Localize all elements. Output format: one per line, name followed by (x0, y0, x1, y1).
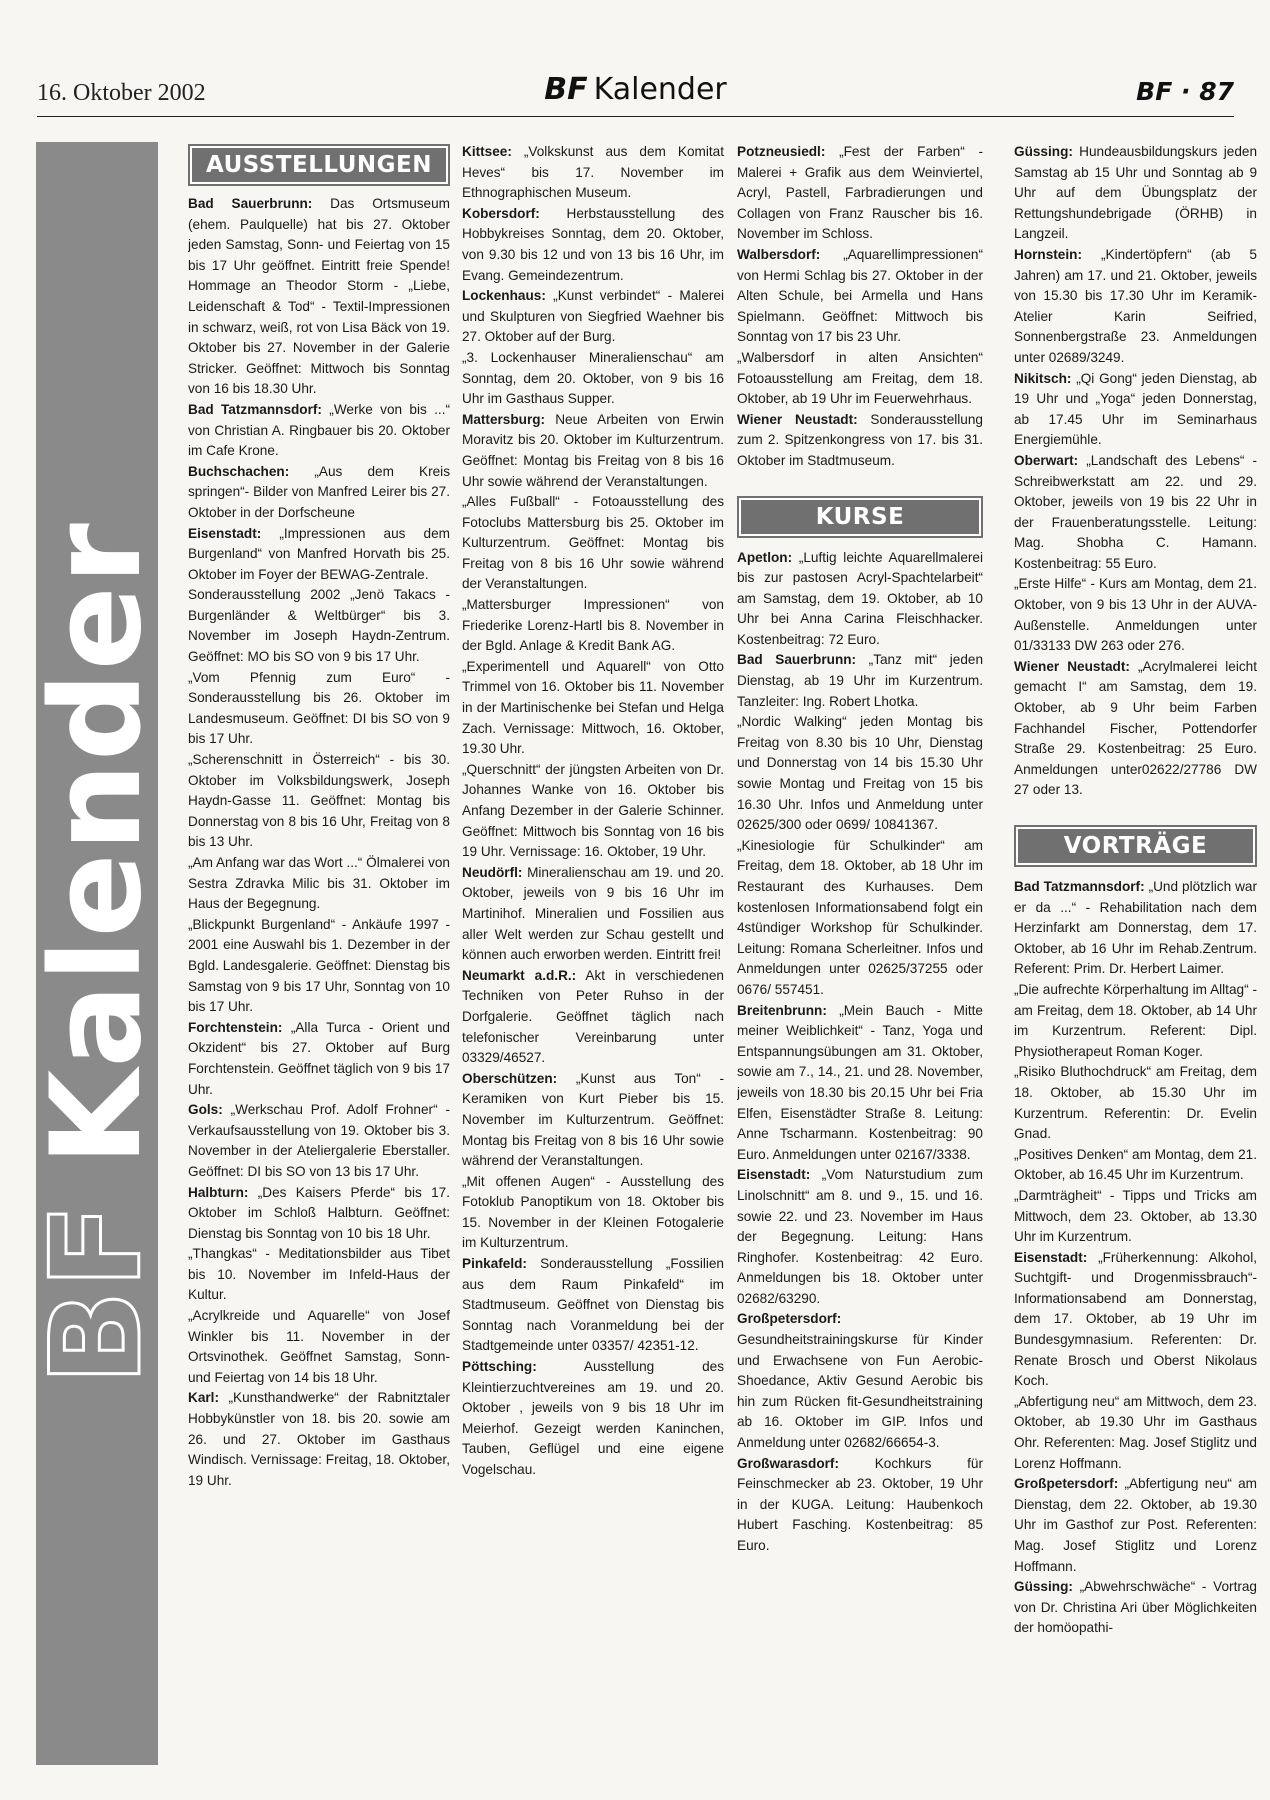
listing-entry (188, 1183, 450, 1245)
listing-entry (188, 462, 450, 524)
listing-entry (1014, 245, 1257, 369)
listing-entry (1014, 980, 1257, 1062)
listing-entry (462, 286, 724, 348)
page-number-bf: BF (1136, 77, 1173, 106)
listing-text: „Kunsthandwerke“ der Rabnitztaler Hobbykünstler von 18. bis 20. sowie am 26. und 27. Oktober im Gasthaus Windisch. Vernissage: Freitag, 18. Oktober, 19 Uhr. (188, 1390, 450, 1488)
listing-entry (188, 853, 450, 915)
listing-text: Mineralienschau am 19. und 20. Oktober, jeweils von 9 bis 16 Uhr im Martinihof. Mineralien und Fossilien aus aller Welt werden zur Schau gestellt und können auch erworben werden. Eintritt frei! (462, 864, 724, 963)
listing-place: Breitenbrunn: (737, 1002, 827, 1018)
listing-entry (1014, 1145, 1257, 1186)
listing-entry (462, 1254, 724, 1357)
column-4 (1014, 142, 1257, 1772)
listing-text: „Mein Bauch - Mitte meiner Weiblichkeit“ - Tanz, Yoga und Entspannungsübungen am 31. Oktober, sowie am 7., 14., 21. und 28. November, jeweils von 18.30 bis 20.15 Uhr bei Fria Elfen, Eisenstädter Straße 8. Leitung: Anne Tscharmann. Kostenbeitrag: 90 Euro. Anmeldungen unter 02167/3338. (737, 1002, 983, 1162)
listing-text: Das Ortsmuseum (ehem. Paulquelle) hat bis 27. Oktober jeden Samstag, Sonn- und Feiertag von 15 bis 17 Uhr geöffnet. Eintritt freie Spende! Hommage an Theodor Storm - „Liebe, Leidenschaft & Tod“ - Textil-Impressionen in schwarz, weiß, rot von Lisa Bäck von 19. Oktober bis 27. November in der Galerie Stricker. Geöffnet: Mittwoch bis Sonntag von 16 bis 18.30 Uhr. (188, 196, 450, 397)
listing-text: „Kindertöpfern“ (ab 5 Jahren) am 17. und 21. Oktober, jeweils von 15.30 bis 17.30 Uhr im Keramik-Atelier Karin Seifried, Sonnenbergstraße 23. Anmeldungen unter 02689/3249. (1014, 246, 1257, 365)
listing-text: „Erste Hilfe“ - Kurs am Montag, dem 21. Oktober, von 9 bis 13 Uhr in der AUVA-Außenstelle. Anmeldungen unter 01/33133 DW 263 oder 276. (1014, 576, 1257, 654)
listing-place: Großpetersdorf: (1014, 1476, 1119, 1492)
listing-place: Neudörfl: (462, 864, 523, 880)
section-header-ausstellungen: AUSSTELLUNGEN (188, 144, 450, 186)
listing-place: Potzneusiedl: (737, 144, 826, 159)
listing-entry (1014, 1186, 1257, 1248)
listing-entry (737, 548, 983, 651)
listing-entry (462, 204, 724, 286)
listing-text: „Kinesiologie für Schulkinder“ am Freitag, dem 18. Oktober, ab 18 Uhr im Restaurant des Kurhauses. Dem kostenlosen Informationsabend folgt ein 4stündiger Workshop für Schulkinder. Leitung: Romana Scherleitner. Infos und Anmeldungen unter 02625/37255 oder 0676/ 557451. (737, 837, 983, 997)
listing-entry (188, 1100, 450, 1182)
listing-text: „Abwehrschwäche“ - Vortrag von Dr. Christina Ari über Möglichkeiten der homöopathi- (1014, 1579, 1257, 1636)
listing-place: Kobersdorf: (462, 205, 540, 221)
listing-place: Oberschützen: (462, 1070, 558, 1086)
entry-list (737, 548, 983, 1557)
listing-text: „Früherkennung: Alkohol, Suchtgift- und Drogenmissbrauch“- Informationsabend am Donnerstag, dem 17. Oktober, ab 19 Uhr im Bundesgymnasium. Referenten: Dr. Renate Brosch und Oberst Nikolaus Koch. (1014, 1249, 1257, 1389)
listing-entry (188, 1388, 450, 1491)
listing-place: Bad Sauerbrunn: (737, 652, 857, 668)
listing-entry (462, 760, 724, 863)
listing-entry (462, 348, 724, 410)
listing-entry (188, 1244, 450, 1306)
listing-text: „Alla Turca - Orient und Okzident“ bis 27. Oktober auf Burg Forchtenstein. Geöffnet täglich von 9 bis 17 Uhr. (188, 1019, 450, 1097)
listing-place: Nikitsch: (1014, 370, 1072, 386)
listing-text: Gesundheitstrainingskurse für Kinder und Erwachsene von Fun Aerobic-Shoedance, Aktiv Gesund Aerobic bis hin zum Rücken fit-Gesundheitstraining ab 16. Oktober im GIP. Infos und Anmeldung unter 02682/66654-3. (737, 1332, 983, 1451)
listing-entry (462, 492, 724, 595)
listing-text: „Risiko Bluthochdruck“ am Freitag, dem 18. Oktober, ab 15.30 Uhr im Kurzentrum. Referentin: Dr. Evelin Gnad. (1014, 1064, 1257, 1142)
listing-place: Bad Tatzmannsdorf: (188, 401, 322, 417)
listing-entry (462, 1357, 724, 1481)
listing-entry (462, 595, 724, 657)
listing-text: „Nordic Walking“ jeden Montag bis Freitag von 8.30 bis 10 Uhr, Dienstag und Donnerstag von 14 bis 15.30 Uhr sowie Montag und Freitag von 15 bis 16.30 Uhr. Infos und Anmeldung unter 02625/300 oder 0699/ 10841367. (737, 714, 983, 833)
listing-entry (1014, 1248, 1257, 1392)
listing-text: „Fest der Farben“ - Malerei + Grafik aus dem Weinviertel, Acryl, Pastell, Farbradierungen und Collagen von Franz Rauscher bis 16. November im Schloss. (737, 144, 983, 242)
page-title-word: Kalender (593, 72, 727, 107)
listing-text: „Abfertigung neu“ am Mittwoch, dem 23. Oktober, ab 19.30 Uhr im Gasthaus Ohr. Referenten: Mag. Josef Stiglitz und Lorenz Hoffmann. (1014, 1393, 1257, 1471)
listing-entry (462, 410, 724, 492)
listing-place: Walbersdorf: (737, 246, 821, 262)
listing-entry (1014, 1474, 1257, 1577)
issue-date: 16. Oktober 2002 (37, 80, 206, 106)
listing-place: Großpetersdorf: (737, 1311, 842, 1327)
listing-place: Bad Sauerbrunn: (188, 196, 313, 211)
listing-text: „Mattersburger Impressionen“ von Friederike Lorenz-Hartl bis 8. November in der Bgld. Anlage & Kredit Bank AG. (462, 597, 724, 654)
listing-text: „Alles Fußball“ - Fotoausstellung des Fotoclubs Mattersburg bis 25. Oktober im Kulturzentrum. Geöffnet: Montag bis Freitag von 8 bis 16 Uhr sowie während der Veranstaltungen. (462, 494, 724, 592)
listing-place: Kittsee: (462, 144, 512, 159)
listing-entry (737, 712, 983, 836)
listing-entry (462, 142, 724, 204)
column-3 (737, 142, 983, 1772)
column-1 (188, 142, 450, 1772)
listing-entry (188, 750, 450, 853)
listing-place: Lockenhaus: (462, 288, 546, 304)
listing-entry (188, 585, 450, 667)
listing-entry (188, 915, 450, 1018)
listing-place: Neumarkt a.d.R.: (462, 967, 577, 983)
entry-list (462, 142, 724, 1481)
listing-entry (737, 245, 983, 348)
listing-entry (1014, 1577, 1257, 1639)
listing-entry (1014, 877, 1257, 980)
listing-entry (1014, 1392, 1257, 1474)
listing-text: Hundeausbildungskurs jeden Samstag ab 15 Uhr und Sonntag ab 9 Uhr auf dem Übungsplatz der Rettungshundebrigade (ÖRHB) in Langzeil. (1014, 144, 1257, 242)
listing-text: Sonderausstellung 2002 „Jenö Takacs - Burgenländer & Weltbürger“ bis 3. November im Joseph Haydn-Zentrum. Geöffnet: MO bis SO von 9 bis 17 Uhr. (188, 587, 450, 665)
page-number-value: 87 (1199, 77, 1234, 106)
sidebar-banner-text (25, 521, 169, 1385)
entry-list (1014, 142, 1257, 801)
listing-text: „Werke von bis ...“ von Christian A. Ringbauer bis 20. Oktober im Cafe Krone. (188, 401, 450, 459)
sidebar-word: Kalender (25, 521, 169, 1166)
listing-text: „Und plötzlich war er da ...“ - Rehabilitation nach dem Herzinfarkt am Donnerstag, dem 17. Oktober, ab 16 Uhr im Rehab.Zentrum. Referent: Prim. Dr. Herbert Laimer. (1014, 879, 1257, 977)
listing-entry (462, 1172, 724, 1254)
listing-place: Eisenstadt: (188, 525, 262, 541)
listing-place: Gols: (188, 1102, 223, 1118)
listing-place: Hornstein: (1014, 246, 1082, 262)
listing-entry (737, 1001, 983, 1166)
listing-text: Ausstellung des Kleintierzuchtvereines am 19. und 20. Oktober , jeweils von 9 bis 18 Uhr im Meierhof. Gezeigt werden Kaninchen, Tauben, Geflügel und eine eigene Vogelschau. (462, 1359, 724, 1477)
listing-text: Kochkurs für Feinschmecker ab 23. Oktober, 19 Uhr in der KUGA. Leitung: Haubenkoch Hubert Fasching. Kostenbeitrag: 85 Euro. (737, 1455, 983, 1553)
listing-place: Karl: (188, 1390, 219, 1406)
listing-text: „Walbersdorf in alten Ansichten“ Fotoausstellung am Freitag, dem 18. Oktober, ab 19 Uhr im Feuerwehrhaus. (737, 349, 983, 407)
page-header (37, 72, 1234, 117)
listing-text: „Die aufrechte Körperhaltung im Alltag“ - am Freitag, dem 18. Oktober, ab 14 Uhr im Kurzentrum. Referent: Dipl. Physiotherapeut Roman Koger. (1014, 981, 1257, 1059)
section-header-kurse: KURSE (737, 496, 983, 538)
listing-text: „Mit offenen Augen“ - Ausstellung des Fotoklub Panoptikum von 18. Oktober bis 15. November in der Kleinen Fotogalerie im Kulturzentrum. (462, 1173, 724, 1251)
listing-entry (737, 1309, 983, 1453)
listing-entry (1014, 574, 1257, 656)
listing-entry (1014, 369, 1257, 451)
listing-text: „Scherenschnitt in Österreich“ - bis 30. Oktober im Volksbildungswerk, Joseph Haydn-Gasse 11. Geöffnet: Montag bis Donnerstag von 8 bis 16 Uhr, Freitag von 8 bis 13 Uhr. (188, 752, 450, 850)
listing-place: Eisenstadt: (737, 1167, 811, 1183)
listing-text: Herbstausstellung des Hobbykreises Sonntag, dem 20. Oktober, von 9.30 bis 12 und von 13 bis 16 Uhr, im Evang. Gemeindezentrum. (462, 205, 724, 283)
listing-entry (737, 650, 983, 712)
sidebar-banner (25, 142, 169, 1765)
listing-text: „Abfertigung neu“ am Dienstag, dem 22. Oktober, ab 19.30 Uhr im Gasthof zur Post. Referenten: Mag. Josef Stiglitz und Lorenz Hoffmann. (1014, 1476, 1257, 1574)
listing-entry (1014, 1062, 1257, 1144)
listing-place: Buchschachen: (188, 463, 290, 479)
listing-text: „Experimentell und Aquarell“ von Otto Trimmel von 16. Oktober bis 11. November in der Martinischenke bei Stefan und Helga Zach. Vernissage: Mittwoch, 16. Oktober, 19.30 Uhr. (462, 658, 724, 757)
listing-text: „Acrylkreide und Aquarelle“ von Josef Winkler bis 11. November in der Ortsvinothek. Geöffnet Samstag, Sonn- und Feiertag von 14 bis 18 Uhr. (188, 1308, 450, 1385)
listing-entry (737, 410, 983, 472)
listing-place: Bad Tatzmannsdorf: (1014, 879, 1145, 894)
listing-place: Mattersburg: (462, 411, 546, 427)
listing-place: Eisenstadt: (1014, 1249, 1088, 1265)
listing-text: „Kunst aus Ton“ - Keramiken von Kurt Pieber bis 15. November im Kulturzentrum. Geöffnet: Montag bis Freitag von 8 bis 16 Uhr sowie während der Veranstaltungen. (462, 1070, 724, 1169)
listing-entry (462, 657, 724, 760)
listing-place: Pöttsching: (462, 1359, 537, 1375)
sidebar-bf: BF (25, 1201, 169, 1385)
listing-text: „Werkschau Prof. Adolf Frohner“ - Verkaufsausstellung von 19. Oktober bis 3. November in der Ateliergalerie Eberstaller. Geöffnet: DI bis SO von 13 bis 17 Uhr. (188, 1102, 450, 1179)
listing-text: „3. Lockenhauser Mineralienschau“ am Sonntag, dem 20. Oktober, von 9 bis 16 Uhr im Gasthaus Supper. (462, 349, 724, 407)
listing-entry (188, 400, 450, 462)
listing-entry (737, 142, 983, 245)
listing-entry (462, 1069, 724, 1172)
listing-place: Forchtenstein: (188, 1019, 283, 1035)
listing-text: „Aus dem Kreis springen“- Bilder von Manfred Leirer bis 27. Oktober in der Dorfscheune (188, 463, 450, 520)
listing-text: „Luftig leichte Aquarellmalerei bis zur pastosen Acryl-Spachtelarbeit“ am Samstag, dem 19. Oktober, ab 10 Uhr bei Anna Carina Fleischhacker. Kostenbeitrag: 72 Euro. (737, 549, 983, 647)
listing-text: „Acrylmalerei leicht gemacht I“ am Samstag, dem 19. Oktober, ab 9 Uhr beim Farben Fachhandel Fischer, Pottendorfer Straße 29. Kostenbeitrag: 25 Euro. Anmeldungen unter02622/27786 DW 27 oder 13. (1014, 658, 1257, 798)
listing-entry (737, 836, 983, 1001)
listing-entry (462, 966, 724, 1069)
listing-text: Akt in verschiedenen Techniken von Peter Ruhso in der Dorfgalerie. Geöffnet täglich nach telefonischer Vereinbarung unter 03329/46527. (462, 967, 724, 1066)
listing-text: „Vom Pfennig zum Euro“ - Sonderausstellung bis 26. Oktober im Landesmuseum. Geöffnet: DI bis SO von 9 bis 17 Uhr. (188, 669, 450, 747)
listing-place: Güssing: (1014, 1579, 1073, 1595)
listing-entry (188, 668, 450, 750)
listing-entry (1014, 657, 1257, 801)
listing-text: „Darmträgheit“ - Tipps und Tricks am Mittwoch, dem 23. Oktober, ab 13.30 Uhr im Kurzentrum. (1014, 1187, 1257, 1245)
listing-place: Wiener Neustadt: (737, 411, 858, 427)
page-number: BF · 87 (1136, 77, 1234, 106)
entry-list (737, 142, 983, 472)
bf-logo: BF (544, 72, 588, 107)
listing-text: Sonderausstellung „Fossilien aus dem Raum Pinkafeld“ im Stadtmuseum. Geöffnet von Dienstag bis Sonntag nach Voranmeldung bei der Stadtgemeinde unter 03357/ 42351-12. (462, 1256, 724, 1354)
listing-text: „Kunst verbindet“ - Malerei und Skulpturen von Siegfried Waehner bis 27. Oktober auf der Burg. (462, 288, 724, 345)
page-title (37, 72, 1234, 107)
listing-place: Güssing: (1014, 144, 1073, 159)
listing-text: „Querschnitt“ der jüngsten Arbeiten von Dr. Johannes Wanke von 16. Oktober bis Anfang Dezember in der Galerie Schinner. Geöffnet: Mittwoch bis Sonntag von 16 bis 19 Uhr. Vernissage: 16. Oktober, 19 Uhr. (462, 761, 724, 860)
listing-text: „Tanz mit“ jeden Dienstag, ab 19 Uhr im Kurzentrum. Tanzleiter: Ing. Robert Lhotka. (737, 652, 983, 709)
listing-text: Sonderausstellung zum 2. Spitzenkongress von 17. bis 31. Oktober im Stadtmuseum. (737, 411, 983, 468)
listing-entry (737, 348, 983, 410)
listing-text: „Vom Naturstudium zum Linolschnitt“ am 8. und 9., 15. und 16. sowie 22. und 23. November im Haus der Begegnung. Leitung: Hans Ringhofer. Kostenbeitrag: 42 Euro. Anmeldungen bis 18. Oktober unter 02682/63290. (737, 1167, 983, 1306)
listing-text: „Impressionen aus dem Burgenland“ von Manfred Horvath bis 25. Oktober im Foyer der BEWAG-Zentrale. (188, 525, 450, 582)
listing-text: „Landschaft des Lebens“ - Schreibwerkstatt am 22. und 29. Oktober, jeweils von 19 bis 22 Uhr in der Frauenberatungsstelle. Leitung: Mag. Shobha C. Hamann. Kostenbeitrag: 55 Euro. (1014, 452, 1257, 571)
listing-text: „Thangkas“ - Meditationsbilder aus Tibet bis 10. November im Infeld-Haus der Kultur. (188, 1246, 450, 1303)
listing-place: Halbturn: (188, 1184, 249, 1200)
listing-entry (1014, 142, 1257, 245)
listing-entry (188, 1018, 450, 1100)
entry-list (188, 194, 450, 1491)
section-header-vortraege: VORTRÄGE (1014, 825, 1257, 867)
listing-place: Oberwart: (1014, 452, 1079, 468)
listing-text: „Positives Denken“ am Montag, dem 21. Oktober, ab 16.45 Uhr im Kurzentrum. (1014, 1146, 1257, 1183)
listing-text: „Volkskunst aus dem Komitat Heves“ bis 17. November im Ethnographischen Museum. (462, 144, 724, 201)
listing-text: „Aquarellimpressionen“ von Hermi Schlag bis 27. Oktober in der Alten Schule, bei Armella und Hans Spielmann. Geöffnet: Mittwoch bis Sonntag von 17 bis 23 Uhr. (737, 246, 983, 345)
listing-entry (737, 1165, 983, 1309)
listing-entry (188, 524, 450, 586)
listing-text: „Des Kaisers Pferde“ bis 17. Oktober im Schloß Halbturn. Geöffnet: Dienstag bis Sonntag von 10 bis 18 Uhr. (188, 1184, 450, 1241)
listing-text: Neue Arbeiten von Erwin Moravitz bis 20. Oktober im Kulturzentrum. Geöffnet: Montag bis Freitag von 8 bis 16 Uhr sowie während der Veranstaltungen. (462, 411, 724, 489)
listing-place: Apetlon: (737, 549, 793, 565)
listing-entry (1014, 451, 1257, 575)
listing-text: „Am Anfang war das Wort ...“ Ölmalerei von Sestra Zdravka Milic bis 31. Oktober im Haus der Begegnung. (188, 855, 450, 912)
listing-text: „Blickpunkt Burgenland“ - Ankäufe 1997 - 2001 eine Auswahl bis 1. Dezember in der Bgld. Landesgalerie. Geöffnet: Dienstag bis Samstag von 9 bis 17 Uhr, Sonntag von 10 bis 17 Uhr. (188, 916, 450, 1015)
listing-place: Großwarasdorf: (737, 1455, 839, 1471)
entry-list (1014, 877, 1257, 1639)
column-2 (462, 142, 724, 1772)
listing-entry (462, 863, 724, 966)
listing-place: Pinkafeld: (462, 1256, 527, 1272)
listing-place: Wiener Neustadt: (1014, 658, 1130, 674)
listing-entry (188, 194, 450, 400)
listing-text: „Qi Gong“ jeden Dienstag, ab 19 Uhr und „Yoga“ jeden Donnerstag, ab 17.45 Uhr im Seminarhaus Energiemühle. (1014, 370, 1257, 448)
listing-entry (737, 1454, 983, 1557)
listing-entry (188, 1306, 450, 1388)
